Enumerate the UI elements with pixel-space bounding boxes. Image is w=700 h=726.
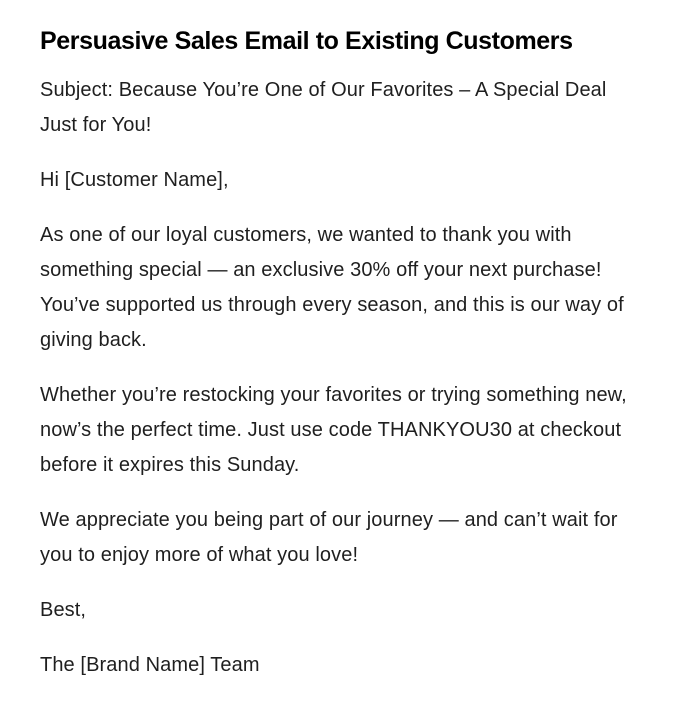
email-closing: Best,	[40, 599, 87, 621]
email-body-paragraph-2: Whether you’re restocking your favorites or trying something new, now’s the perfect time. Just use code THANKYOU30 at checkout before it expires this Sunday.	[40, 384, 627, 476]
email-greeting: Hi [Customer Name],	[40, 169, 229, 191]
email-subject: Subject: Because You’re One of Our Favorites – A Special Deal Just for You!	[40, 79, 607, 136]
email-body-paragraph-3: We appreciate you being part of our journey — and can’t wait for you to enjoy more of what you love!	[40, 509, 618, 566]
document	[40, 24, 640, 703]
email-signature: The [Brand Name] Team	[40, 654, 260, 676]
document-title: Persuasive Sales Email to Existing Customers	[40, 27, 573, 55]
email-body-paragraph-1: As one of our loyal customers, we wanted to thank you with something special — an exclusive 30% off your next purchase! You’ve supported us through every season, and this is our way of giving back.	[40, 224, 624, 351]
